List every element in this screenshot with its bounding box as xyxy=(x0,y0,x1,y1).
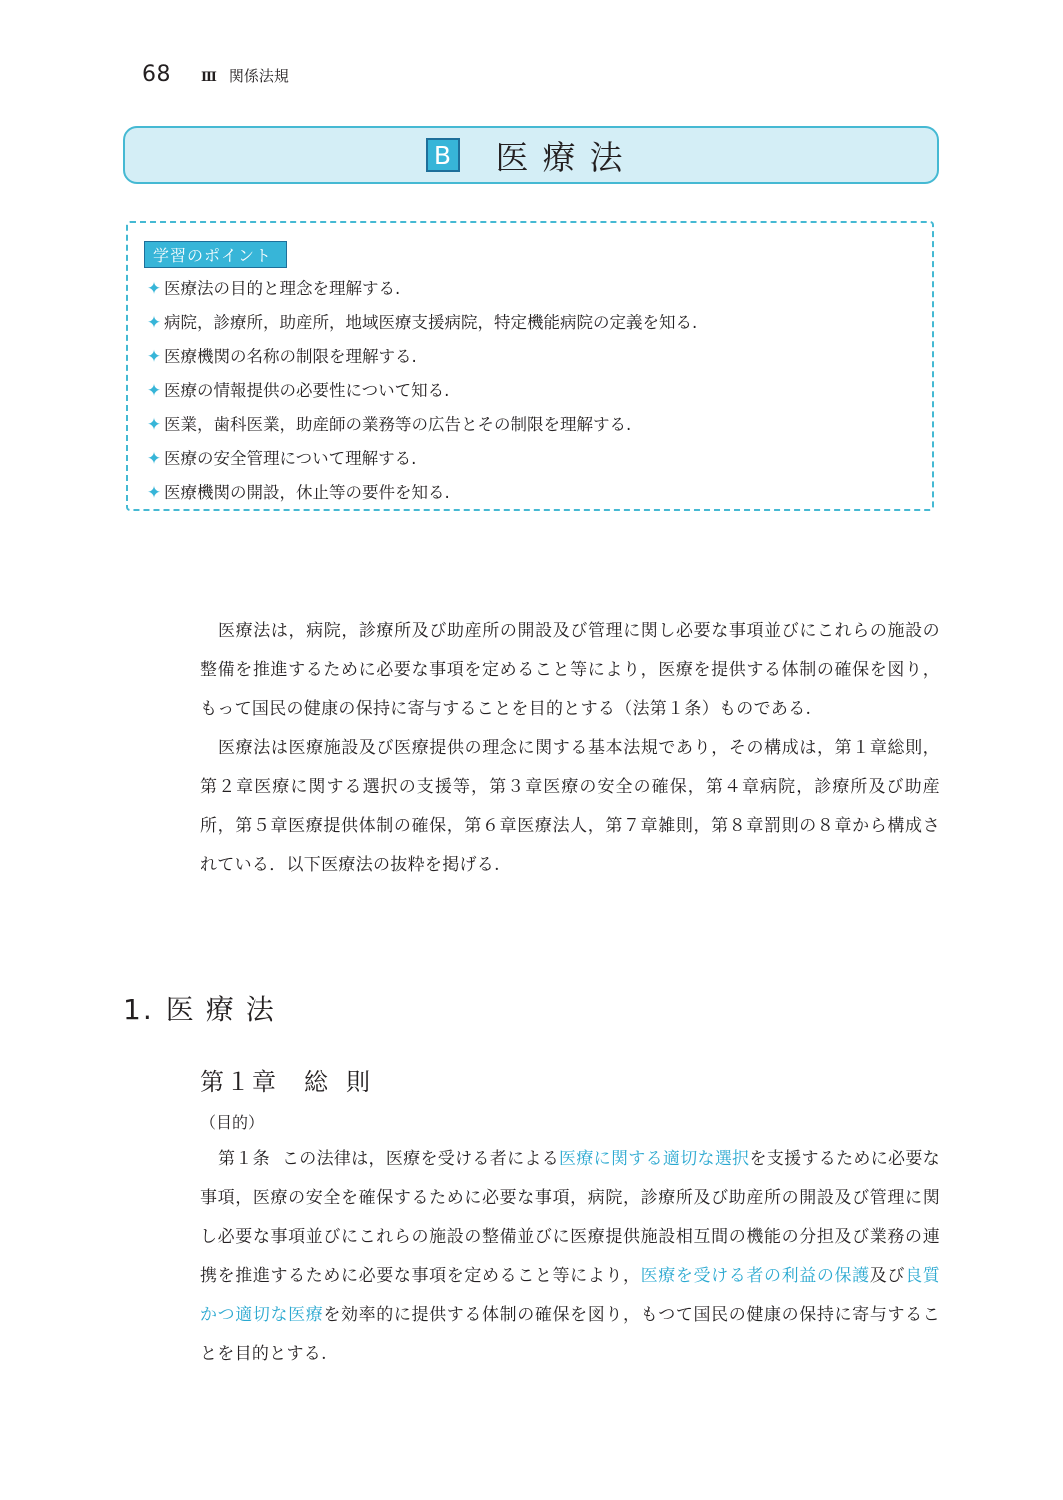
article-1-text xyxy=(200,1140,940,1374)
chapter-heading xyxy=(200,1062,388,1097)
point-text: 医療の安全管理について理解する. xyxy=(164,449,417,468)
article-text-segment: この法律は，医療を受ける者による xyxy=(281,1149,560,1169)
sparkle-bullet-icon: ✦ xyxy=(146,483,162,503)
article-label: 第１条 xyxy=(218,1149,270,1169)
section-title: 医療法 xyxy=(165,993,286,1026)
chapter-name: 総則 xyxy=(304,1068,388,1096)
sparkle-bullet-icon: ✦ xyxy=(146,381,162,401)
section-number: 1. xyxy=(123,993,154,1026)
highlighted-phrase: 医療を受ける者の利益の保護 xyxy=(640,1266,870,1286)
point-text: 医療法の目的と理念を理解する. xyxy=(164,279,401,298)
point-text: 医療の情報提供の必要性について知る. xyxy=(164,381,450,400)
intro-paragraph-2: 医療法は医療施設及び医療提供の理念に関する基本法規であり，その構成は，第１章総則，第２章医療に関する選択の支援等，第３章医療の安全の確保，第４章病院，診療所及び助産所，第５章医療提供体制の確保，第６章医療法人，第７章雑則，第８章罰則の８章から構成されている．以下医療法の抜粋を掲げる. xyxy=(200,738,940,875)
intro-section xyxy=(200,612,940,885)
list-item xyxy=(144,272,697,306)
article-text-segment: 及び xyxy=(869,1266,906,1286)
section-roman-numeral: Ⅲ xyxy=(201,70,217,85)
list-item xyxy=(144,408,697,442)
intro-paragraph-1: 医療法は，病院，診療所及び助産所の開設及び管理に関し必要な事項並びにこれらの施設の整備を推進するために必要な事項を定めること等により，医療を提供する体制の確保を図り，もって国民の健康の保持に寄与することを目的とする（法第１条）ものである. xyxy=(200,621,940,719)
highlighted-phrase: 良質かつ適切な医療 xyxy=(200,1266,940,1325)
title-banner xyxy=(123,126,939,184)
page-title: 医療法 xyxy=(495,137,637,177)
point-text: 医療機関の開設，休止等の要件を知る. xyxy=(164,483,450,502)
sparkle-bullet-icon: ✦ xyxy=(146,449,162,469)
sparkle-bullet-icon: ✦ xyxy=(146,279,162,299)
point-text: 医療機関の名称の制限を理解する. xyxy=(164,347,417,366)
list-item xyxy=(144,340,697,374)
article-caption: （目的） xyxy=(200,1113,265,1132)
section-name: 関係法規 xyxy=(228,67,289,85)
article-1 xyxy=(200,1140,940,1374)
sparkle-bullet-icon: ✦ xyxy=(146,313,162,333)
sparkle-bullet-icon: ✦ xyxy=(146,415,162,435)
sparkle-bullet-icon: ✦ xyxy=(146,347,162,367)
learning-points-list xyxy=(144,272,697,510)
point-text: 医業，歯科医業，助産師の業務等の広告とその制限を理解する. xyxy=(164,415,632,434)
point-text: 病院，診療所，助産所，地域医療支援病院，特定機能病院の定義を知る. xyxy=(164,313,698,332)
list-item xyxy=(144,374,697,408)
chapter-number: 第１章 xyxy=(200,1068,278,1096)
section-heading xyxy=(123,988,286,1028)
learning-points-box xyxy=(126,221,934,511)
page-header xyxy=(142,62,289,87)
list-item xyxy=(144,476,697,510)
list-item xyxy=(144,442,697,476)
article-text-segment: を効率的に提供する体制の確保を図り，もつて国民の健康の保持に寄与することを目的とする. xyxy=(200,1305,940,1364)
page-number: 68 xyxy=(142,62,171,87)
article-text-segment: を支援するために必要な事項，医療の安全を確保するために必要な事項，病院，診療所及び助産所の開設及び管理に関し必要な事項並びにこれらの施設の整備並びに医療提供施設相互間の機能の分担及び業務の連携を推進するために必要な事項を定めること等により， xyxy=(200,1149,940,1286)
highlighted-phrase: 医療に関する適切な選択 xyxy=(559,1149,750,1169)
banner-letter-badge: B xyxy=(426,138,460,172)
list-item xyxy=(144,306,697,340)
learning-points-heading: 学習のポイント xyxy=(144,241,287,268)
